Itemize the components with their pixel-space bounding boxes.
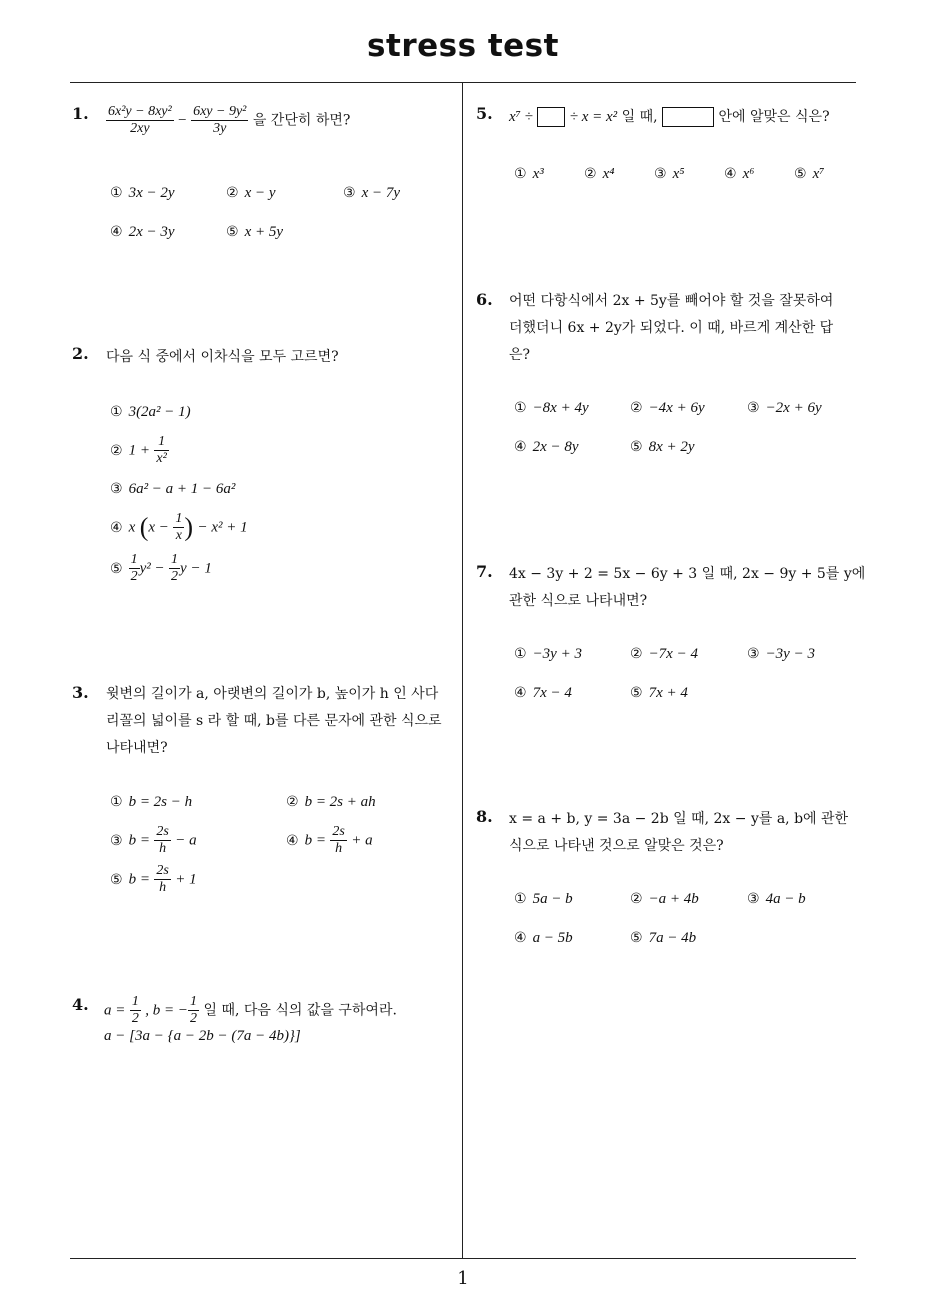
blank-box: [662, 107, 714, 127]
fraction: $\frac{\text{6xy − 9y²}}{3y}$: [193, 104, 247, 136]
question-stem-line-3: 나타내면?: [106, 740, 168, 756]
question-stem-line-1: 어떤 다항식에서 2x + 5y를 빼어야 할 것을 잘못하여: [509, 293, 834, 309]
fraction: $\frac{2s}{h}$: [332, 824, 345, 856]
option-4[interactable]: ④ 2x − 3y: [110, 224, 175, 240]
fraction: $\frac{2s}{h}$: [156, 824, 169, 856]
page-number: 1: [457, 1268, 469, 1289]
fraction: $\frac{1}{2}$: [131, 994, 139, 1026]
option-4[interactable]: ④ 7x − 4: [514, 685, 572, 701]
question-number: 3.: [72, 683, 89, 702]
option-1[interactable]: ① x³: [514, 166, 544, 182]
fraction: $\frac{1}{x}$: [175, 511, 183, 543]
option-2[interactable]: ② 1 + $\frac{1}{\text{x²}}$: [110, 434, 167, 466]
option-5[interactable]: ⑤ 8x + 2y: [630, 439, 695, 455]
option-4[interactable]: ④ 2x − 8y: [514, 439, 579, 455]
expression: a − [3a − {a − 2b − (7a − 4b)}]: [104, 1028, 301, 1044]
option-2[interactable]: ② −4x + 6y: [630, 400, 705, 416]
fraction: $\frac{\text{6x²y − 8xy²}}{2xy}$: [108, 104, 172, 136]
question-stem-line-2: 리꼴의 넓이를 s 라 할 때, b를 다른 문자에 관한 식으로: [106, 713, 442, 729]
option-1[interactable]: ① 5a − b: [514, 891, 573, 907]
option-2[interactable]: ② −a + 4b: [630, 891, 699, 907]
option-4[interactable]: ④ x⁶: [724, 166, 755, 182]
question-number: 8.: [476, 807, 493, 826]
question-stem-line-2: 관한 식으로 나타내면?: [509, 593, 648, 609]
question-stem: 다음 식 중에서 이차식을 모두 고르면?: [106, 349, 339, 365]
question-stem-line-1: 윗변의 길이가 a, 아랫변의 길이가 b, 높이가 h 인 사다: [106, 686, 439, 702]
option-1[interactable]: ① b = 2s − h: [110, 794, 193, 810]
option-1[interactable]: ① −3y + 3: [514, 646, 582, 662]
option-2[interactable]: ② x − y: [226, 185, 276, 201]
option-5[interactable]: ⑤ x + 5y: [226, 224, 283, 240]
option-4[interactable]: ④ b = $\frac{2s}{h}$ + a: [286, 824, 373, 856]
fraction: $\frac{2s}{h}$: [156, 863, 169, 895]
fraction: $\frac{1}{2}$: [190, 994, 198, 1026]
page-title: stress test: [367, 28, 559, 64]
option-3[interactable]: ③ b = $\frac{2s}{h}$ − a: [110, 824, 197, 856]
question-stem-line-2: 식으로 나타낸 것으로 알맞은 것은?: [509, 838, 724, 854]
question-stem-line-2: 더했더니 6x + 2y가 되었다. 이 때, 바르게 계산한 답: [509, 320, 834, 336]
option-5[interactable]: ⑤ 7x + 4: [630, 685, 688, 701]
option-3[interactable]: ③ −2x + 6y: [747, 400, 822, 416]
option-3[interactable]: ③ 6a² − a + 1 − 6a²: [110, 481, 236, 497]
option-3[interactable]: ③ x⁵: [654, 166, 685, 182]
option-1[interactable]: ① 3x − 2y: [110, 185, 175, 201]
question-number: 5.: [476, 104, 493, 123]
option-3[interactable]: ③ x − 7y: [343, 185, 400, 201]
fraction: $\frac{1}{2}$: [130, 552, 138, 584]
column-divider: [462, 83, 463, 1258]
question-number: 6.: [476, 290, 493, 309]
option-5[interactable]: ⑤ x⁷: [794, 166, 825, 182]
option-5[interactable]: ⑤ $\frac{1}{2}$ y² − $\frac{1}{2}$ y − 1: [110, 552, 212, 584]
option-2[interactable]: ② −7x − 4: [630, 646, 698, 662]
question-number: 4.: [72, 995, 89, 1014]
fraction: $\frac{1}{\text{x²}}$: [156, 434, 167, 466]
option-2[interactable]: ② x⁴: [584, 166, 615, 182]
question-stem: a = $\frac{1}{2}$ , b = − $\frac{1}{2}$ 일 때, 다음 식의 값을 구하여라.: [104, 994, 397, 1026]
option-2[interactable]: ② b = 2s + ah: [286, 794, 376, 810]
question-number: 7.: [476, 562, 493, 581]
option-4[interactable]: ④ x (x − $\frac{1}{x}$ ) − x² + 1: [110, 511, 248, 543]
question-number: 1.: [72, 104, 89, 123]
question-stem-line-1: 4x − 3y + 2 = 5x − 6y + 3 일 때, 2x − 9y + 5를 y에: [509, 566, 866, 582]
question-stem-line-3: 은?: [509, 347, 531, 363]
option-1[interactable]: ① 3(2a² − 1): [110, 404, 191, 420]
fraction: $\frac{1}{2}$: [171, 552, 179, 584]
option-3[interactable]: ③ 4a − b: [747, 891, 806, 907]
question-stem-line-1: x = a + b, y = 3a − 2b 일 때, 2x − y를 a, b에 관한: [509, 811, 849, 827]
bottom-rule: [70, 1258, 856, 1259]
top-rule: [70, 82, 856, 83]
question-number: 2.: [72, 344, 89, 363]
question-stem: $\frac{\text{6x²y − 8xy²}}{2xy}$ − $\frac{\text{6xy − 9y²}}{3y}$ 을 간단히 하면?: [108, 104, 351, 136]
option-1[interactable]: ① −8x + 4y: [514, 400, 589, 416]
question-stem: x⁷ ÷ ÷ x = x² 일 때, 안에 알맞은 식은?: [509, 109, 830, 125]
option-5[interactable]: ⑤ 7a − 4b: [630, 930, 697, 946]
option-5[interactable]: ⑤ b = $\frac{2s}{h}$ + 1: [110, 863, 197, 895]
option-4[interactable]: ④ a − 5b: [514, 930, 573, 946]
option-3[interactable]: ③ −3y − 3: [747, 646, 815, 662]
blank-box: [537, 107, 565, 127]
